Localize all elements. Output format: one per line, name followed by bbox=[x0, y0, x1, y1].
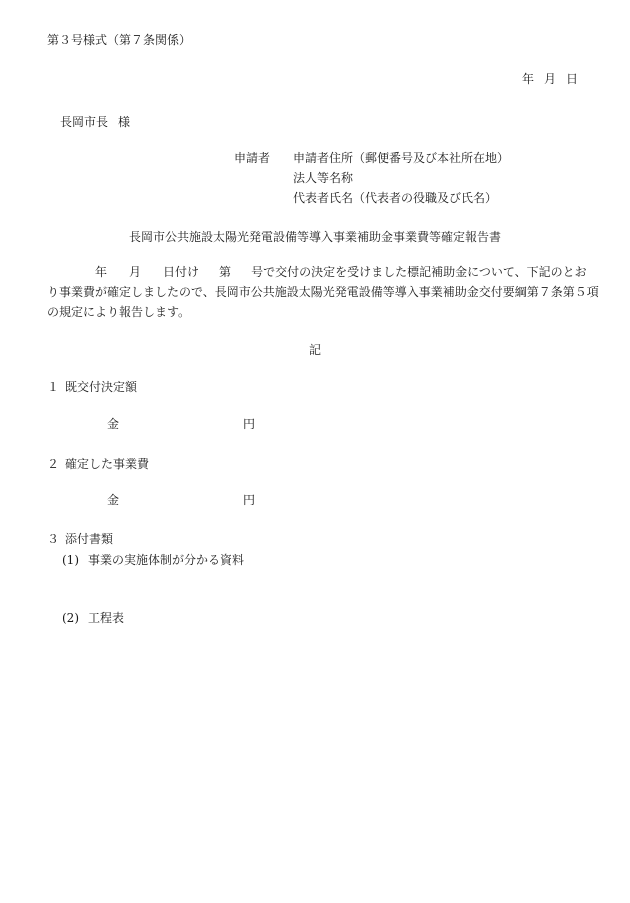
document-title: 長岡市公共施設太陽光発電設備等導入事業補助金事業費等確定報告書 bbox=[128, 230, 501, 244]
attachment-item-text: 事業の実施体制が分かる資料 bbox=[88, 553, 245, 567]
applicant-address-field: 申請者住所（郵便番号及び本社所在地） bbox=[293, 151, 510, 165]
body-dai-label: 第 bbox=[219, 265, 232, 279]
section-1-yen: 円 bbox=[243, 417, 256, 431]
addressee-honorific: 様 bbox=[118, 115, 131, 129]
section-3-text: 添付書類 bbox=[65, 532, 114, 546]
applicant-company-field: 法人等名称 bbox=[293, 171, 354, 185]
section-3-title bbox=[47, 533, 113, 545]
section-2-text: 確定した事業費 bbox=[65, 457, 150, 471]
section-1-kin: 金 bbox=[107, 417, 120, 431]
section-2-yen: 円 bbox=[243, 493, 256, 507]
date-line bbox=[522, 73, 578, 85]
addressee-name: 長岡市長 bbox=[60, 115, 109, 129]
section-1-title bbox=[47, 381, 137, 393]
attachment-item-number: (1) bbox=[62, 553, 79, 567]
applicant-fields bbox=[293, 152, 509, 212]
date-month-label: 月 bbox=[543, 72, 556, 86]
body-year-label: 年 bbox=[95, 265, 108, 279]
applicant-representative-field: 代表者氏名（代表者の役職及び氏名） bbox=[293, 191, 498, 205]
ki-label: 記 bbox=[308, 343, 321, 357]
body-month-label: 月 bbox=[129, 265, 142, 279]
attachment-item bbox=[62, 612, 124, 624]
section-1-number: １ bbox=[47, 380, 60, 394]
form-number: 第３号様式（第７条関係） bbox=[47, 33, 192, 47]
body-paragraph bbox=[47, 265, 599, 326]
attachment-item bbox=[62, 554, 244, 566]
body-line-1-rest: 号で交付の決定を受けました標記補助金について、下記のとお bbox=[251, 265, 587, 279]
section-3-number: ３ bbox=[47, 532, 60, 546]
body-line-1 bbox=[47, 266, 587, 286]
section-1-amount bbox=[107, 418, 255, 430]
applicant-label: 申請者 bbox=[234, 151, 271, 165]
section-1-text: 既交付決定額 bbox=[65, 380, 138, 394]
attachment-item-number: (2) bbox=[62, 611, 79, 625]
section-2-number: ２ bbox=[47, 457, 60, 471]
section-2-kin: 金 bbox=[107, 493, 120, 507]
addressee bbox=[60, 116, 130, 128]
date-day-label: 日 bbox=[565, 72, 578, 86]
attachment-item-text: 工程表 bbox=[88, 611, 125, 625]
body-line-3: の規定により報告します。 bbox=[47, 305, 191, 319]
date-year-label: 年 bbox=[521, 72, 534, 86]
body-day-label: 日付け bbox=[163, 265, 200, 279]
section-2-title bbox=[47, 458, 149, 470]
body-line-2: り事業費が確定しましたので、長岡市公共施設太陽光発電設備等導入事業補助金交付要綱第７条第５項 bbox=[47, 285, 599, 299]
section-2-amount bbox=[107, 494, 255, 506]
